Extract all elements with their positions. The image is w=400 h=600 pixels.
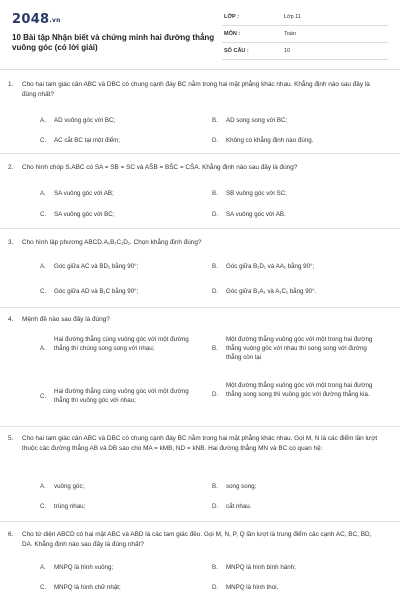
meta-panel <box>222 10 388 61</box>
meta-row-count <box>222 44 388 60</box>
option-text: cắt nhau. <box>226 503 252 510</box>
option-letter: B. <box>212 345 218 352</box>
option-letter: A. <box>40 345 46 352</box>
option-text: MNPQ là hình thoi. <box>226 584 279 591</box>
option-letter: D. <box>212 584 219 591</box>
meta-label: MÔN : <box>224 31 241 37</box>
option-letter: C. <box>40 137 47 144</box>
question-text: Cho tứ diện ABCD có hai mặt ABC và ABD là các tam giác đều. Gọi M, N, P, Q lần lượt là trung điểm các cạnh AC, BC, BD, DA. Khẳng định nào sau đây là đúng nhất? <box>22 531 372 548</box>
question-2 <box>0 163 400 229</box>
option-letter: B. <box>212 190 218 197</box>
site-logo[interactable] <box>12 12 61 27</box>
option-letter: C. <box>40 288 47 295</box>
option-text: Góc giữa AD và B₁C bằng 90°; <box>54 288 139 295</box>
logo-suffix: .vn <box>49 17 61 24</box>
meta-row-class <box>222 10 388 26</box>
option-letter: C. <box>40 503 47 510</box>
option-text: SB vuông góc với SC; <box>226 190 287 197</box>
option-text: Hai đường thẳng cùng vuông góc với một đường thẳng thì chúng song song với nhau; <box>54 336 189 352</box>
option-text: trùng nhau; <box>54 503 86 510</box>
meta-label: LỚP : <box>224 14 239 20</box>
question-number: 3. <box>8 239 14 246</box>
option-letter: D. <box>212 391 219 398</box>
option-text: Một đường thẳng vuông góc với một trong hai đường thẳng song song thì vuông góc với đường thẳng kia. <box>226 382 373 398</box>
option-text: vuông góc; <box>54 483 85 490</box>
option-letter: A. <box>40 190 46 197</box>
option-text: Góc giữa AC và BD₁ bằng 90°; <box>54 263 139 270</box>
option-text: SA vuông góc với AB; <box>54 190 114 197</box>
option-text: Một đường thẳng vuông góc với một trong hai đường thẳng vuông góc với nhau thì song song với đường thẳng còn lại <box>226 336 373 361</box>
option-letter: B. <box>212 117 218 124</box>
option-text: Không có khẳng định nào đúng. <box>226 137 314 144</box>
question-4 <box>0 315 400 427</box>
option-text: SA vuông góc với BC; <box>54 211 115 218</box>
meta-value: Lớp 11 <box>284 14 301 20</box>
meta-value: Toán <box>284 31 296 37</box>
question-text: Mệnh đề nào sau đây là đúng? <box>22 316 110 323</box>
option-text: AD vuông góc với BC; <box>54 117 116 124</box>
option-letter: B. <box>212 483 218 490</box>
question-number: 5. <box>8 435 14 442</box>
question-text: Cho hình lập phương ABCD.A₁B₁C₁D₁. Chọn khẳng định đúng? <box>22 239 202 246</box>
logo-number: 2048 <box>12 12 50 27</box>
question-number: 1. <box>8 81 14 88</box>
option-letter: D. <box>212 503 219 510</box>
option-text: song song; <box>226 483 257 490</box>
page-header <box>0 0 400 70</box>
option-text: AD song song với BC; <box>226 117 288 124</box>
question-stem <box>8 434 382 453</box>
question-text: Cho hai tam giác cân ABC và DBC có chung cạnh đáy BC nằm trong hai mặt phẳng khác nhau. Gọi M, N là các điểm lần lượt thuộc các đường thẳng AB và DB sao cho MA = kMB, ND = kNB. Hai đường thẳng MN và BC có quan hệ: <box>22 435 378 452</box>
option-text: SA vuông góc với AB. <box>226 211 286 218</box>
option-text: AC cắt BC tại một điểm; <box>54 137 121 144</box>
question-number: 6. <box>8 531 14 538</box>
option-letter: C. <box>40 584 47 591</box>
meta-label: SỐ CÂU : <box>224 48 249 54</box>
question-3 <box>0 238 400 308</box>
option-letter: A. <box>40 564 46 571</box>
question-stem <box>8 530 382 549</box>
meta-row-subject <box>222 27 388 43</box>
question-stem <box>8 163 382 173</box>
question-stem <box>8 315 382 325</box>
question-1 <box>0 80 400 154</box>
question-number: 2. <box>8 164 14 171</box>
option-letter: D. <box>212 137 219 144</box>
document-title: 10 Bài tập Nhận biết và chứng minh hai đường thẳng vuông góc (có lời giải) <box>12 33 215 52</box>
option-letter: D. <box>212 288 219 295</box>
option-text: MNPQ là hình chữ nhật; <box>54 584 121 591</box>
option-letter: C. <box>40 211 47 218</box>
question-stem <box>8 238 382 248</box>
meta-value: 10 <box>284 48 291 54</box>
option-letter: C. <box>40 393 47 400</box>
option-letter: B. <box>212 263 218 270</box>
question-5 <box>0 434 400 522</box>
question-text: Cho hình chóp S.ABC có SA = SB = SC và AŜB = BŜC = CŜA. Khẳng định nào sau đây là đúng? <box>22 164 298 171</box>
question-number: 4. <box>8 316 14 323</box>
option-letter: A. <box>40 483 46 490</box>
option-text: MNPQ là hình bình hành; <box>226 564 296 571</box>
question-6 <box>0 530 400 600</box>
option-letter: A. <box>40 263 46 270</box>
option-text: Hai đường thẳng cùng vuông góc với một đường thẳng thì vuông góc với nhau; <box>54 388 189 404</box>
question-text: Cho hai tam giác cân ABC và DBC có chung cạnh đáy BC nằm trong hai mặt phẳng khác nhau. Khẳng định nào sau đây là đúng nhất? <box>22 81 370 98</box>
option-letter: A. <box>40 117 46 124</box>
question-stem <box>8 80 382 99</box>
option-letter: B. <box>212 564 218 571</box>
option-letter: D. <box>212 211 219 218</box>
option-text: MNPQ là hình vuông; <box>54 564 114 571</box>
option-text: Góc giữa B₁A₁ và A₁C₁ bằng 90°. <box>226 288 317 295</box>
option-text: Góc giữa B₁D₁ và AA₁ bằng 90°; <box>226 263 315 270</box>
